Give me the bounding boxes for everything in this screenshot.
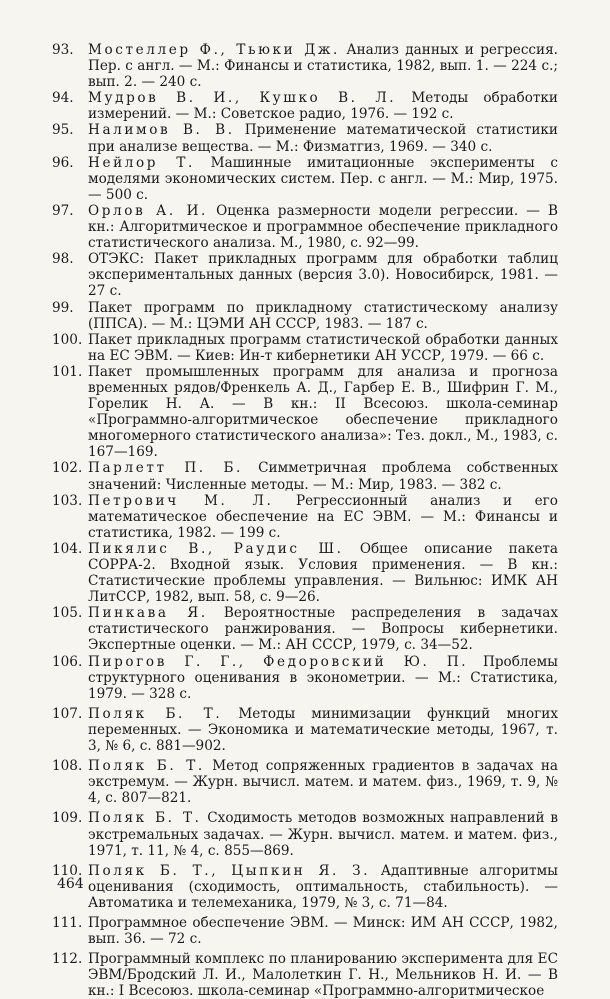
reference-number: 107.	[52, 705, 83, 722]
reference-details: ОТЭКС: Пакет прикладных программ для обработки таблиц экспериментальных данных (версия 3.0). Новосибирск, 1981. — 27 с.	[88, 251, 558, 300]
reference-authors: Орлов А. И.	[88, 202, 208, 219]
reference-authors: Петрович М. Л.	[88, 492, 274, 509]
reference-details: Пакет программ по прикладному статистическому анализу (ППСА). — М.: ЦЭМИ АН СССР, 1983. — 187 с.	[88, 299, 558, 332]
reference-entry	[52, 90, 558, 122]
reference-details: Методы минимизации функций многих переменных. — Экономика и математические методы, 1967, т. 3, № 6, с. 881—902.	[88, 705, 558, 755]
reference-text	[88, 915, 558, 947]
reference-authors: Пикялис В., Раудис Ш.	[88, 540, 344, 557]
reference-authors: Поляк Б. Т.	[88, 705, 223, 722]
reference-details: Программное обеспечение ЭВМ. — Минск: ИМ АН СССР, 1982, вып. 36. — 72 с.	[88, 914, 558, 948]
reference-authors: Парлетт П. Б.	[88, 460, 243, 477]
reference-text	[88, 863, 558, 911]
reference-authors: Налимов В. В.	[88, 122, 235, 139]
reference-text	[88, 42, 558, 90]
reference-details: Анализ данных и регрессия. Пер. с англ. — М.: Финансы и статистика, 1982, вып. 1. — 224 с.; вып. 2. — 240 с.	[88, 42, 558, 91]
reference-entry	[52, 810, 558, 858]
reference-number: 112.	[52, 951, 83, 968]
reference-entry	[52, 251, 558, 299]
reference-entry	[52, 951, 558, 999]
reference-text	[88, 251, 558, 299]
reference-entry	[52, 460, 558, 492]
reference-entry	[52, 654, 558, 702]
reference-number: 94.	[52, 90, 74, 107]
reference-authors: Поляк Б. Т.	[88, 810, 202, 827]
reference-number: 97.	[52, 202, 74, 219]
reference-authors: Пинкава Я.	[88, 605, 208, 622]
reference-entry	[52, 332, 558, 364]
reference-details: Метод сопряженных градиентов в задачах на экстремум. — Журн. вычисл. матем. и матем. физ., 1969, т. 9, № 4, с. 807—821.	[88, 758, 558, 807]
reference-details: Применение математической статистики при анализе вещества. — М.: Физматгиз, 1969. — 340 с.	[88, 122, 558, 155]
reference-details: Пакет промышленных программ для анализа и прогноза временных рядов/Френкель А. Д., Гарбер Е. В., Шифрин Г. М., Горелик Н. А. — В кн.: II Всесоюз. школа-семинар «Программно-алгоритмическое обеспечение прикладного многомерного статистического анализа»: Тез. докл., М., 1983, с. 167—169.	[88, 363, 558, 461]
reference-entry	[52, 706, 558, 754]
reference-text	[88, 203, 558, 251]
reference-details: Методы обработки измерений. — М.: Советское радио, 1976. — 192 с.	[88, 90, 558, 123]
reference-details: Вероятностные распределения в задачах статистического ранжирования. — Вопросы кибернетики. Экспертные оценки. — М.: АН СССР, 1979, с. 34—52.	[88, 605, 558, 654]
reference-text	[88, 758, 558, 806]
reference-number: 95.	[52, 122, 74, 139]
reference-number: 108.	[52, 758, 83, 775]
reference-text	[88, 155, 558, 203]
reference-authors: Пирогов Г. Г., Федоровский Ю. П.	[88, 653, 469, 670]
reference-text	[88, 951, 558, 999]
reference-text	[88, 332, 558, 364]
reference-text	[88, 541, 558, 605]
reference-number: 104.	[52, 540, 83, 557]
reference-number: 99.	[52, 299, 74, 316]
reference-details: Пакет прикладных программ статистической обработки данных на ЕС ЭВМ. — Киев: Ин-т кибернетики АН УССР, 1979. — 66 с.	[88, 331, 558, 364]
reference-details: Программный комплекс по планированию эксперимента для ЕС ЭВМ/Бродский Л. И., Малолеткин Г. Н., Мельников Н. И. — В кн.: I Всесоюз. школа-семинар «Программно-алгоритмическое	[88, 951, 558, 999]
reference-text	[88, 90, 558, 122]
reference-authors: Поляк Б. Т.	[88, 758, 205, 775]
reference-number: 102.	[52, 460, 83, 477]
reference-entry	[52, 758, 558, 806]
reference-entry	[52, 915, 558, 947]
reference-list	[52, 42, 558, 999]
reference-text	[88, 122, 558, 154]
reference-entry	[52, 605, 558, 653]
reference-text	[88, 364, 558, 461]
reference-details: Сходимость методов возможных направлений в экстремальных задачах. — Журн. вычисл. матем. и матем. физ., 1971, т. 11, № 4, с. 855—869.	[88, 810, 558, 859]
reference-authors: Мостеллер Ф., Тьюки Дж.	[88, 42, 340, 58]
reference-number: 105.	[52, 605, 83, 622]
reference-entry	[52, 122, 558, 154]
reference-text	[88, 460, 558, 492]
page-number: 464	[57, 876, 84, 892]
reference-text	[88, 493, 558, 541]
reference-authors: Поляк Б. Т., Цыпкин Я. З.	[88, 862, 371, 879]
reference-number: 109.	[52, 810, 83, 827]
reference-number: 111.	[52, 914, 83, 931]
reference-entry	[52, 42, 558, 90]
reference-number: 96.	[52, 154, 74, 171]
reference-number: 101.	[52, 363, 83, 380]
reference-number: 93.	[52, 42, 74, 58]
reference-details: Машинные имитационные эксперименты с моделями экономических систем. Пер. с англ. — М.: Мир, 1975. — 500 с.	[88, 154, 558, 203]
reference-text	[88, 654, 558, 702]
reference-number: 98.	[52, 251, 74, 268]
reference-details: Регрессионный анализ и его математическое обеспечение на ЕС ЭВМ. — М.: Финансы и статистика, 1982. — 199 с.	[88, 492, 558, 541]
reference-number: 106.	[52, 653, 83, 670]
reference-entry	[52, 493, 558, 541]
reference-authors: Мудров В. И., Кушко В. Л.	[88, 90, 397, 107]
reference-details: Оценка размерности модели регрессии. — В кн.: Алгоритмическое и программное обеспечение прикладного статистического анализа. М., 1980, с. 92—99.	[88, 202, 559, 252]
reference-details: Общее описание пакета СОРРА-2. Входной язык. Условия применения. — В кн.: Статистические проблемы управления. — Вильнюс: ИМК АН ЛитССР, 1982, вып. 58, с. 9—26.	[88, 540, 558, 606]
reference-text	[88, 706, 558, 754]
reference-entry	[52, 863, 558, 911]
reference-number: 103.	[52, 492, 83, 509]
reference-entry	[52, 203, 558, 251]
reference-number: 110.	[52, 862, 83, 879]
reference-entry	[52, 541, 558, 605]
reference-details: Проблемы структурного оценивания в эконометрии. — М.: Статистика, 1979. — 328 с.	[88, 653, 558, 702]
reference-text	[88, 605, 558, 653]
reference-text	[88, 810, 558, 858]
reference-entry	[52, 300, 558, 332]
reference-details: Адаптивные алгоритмы оценивания (сходимость, оптимальность, стабильность). — Автоматика и телемеханика, 1979, № 3, с. 71—84.	[88, 862, 558, 911]
reference-authors: Нейлор Т.	[88, 154, 195, 171]
reference-entry	[52, 364, 558, 461]
reference-details: Симметричная проблема собственных значений: Численные методы. — М.: Мир, 1983. — 382 с.	[88, 460, 558, 493]
reference-entry	[52, 155, 558, 203]
reference-text	[88, 300, 558, 332]
reference-number: 100.	[52, 331, 83, 348]
